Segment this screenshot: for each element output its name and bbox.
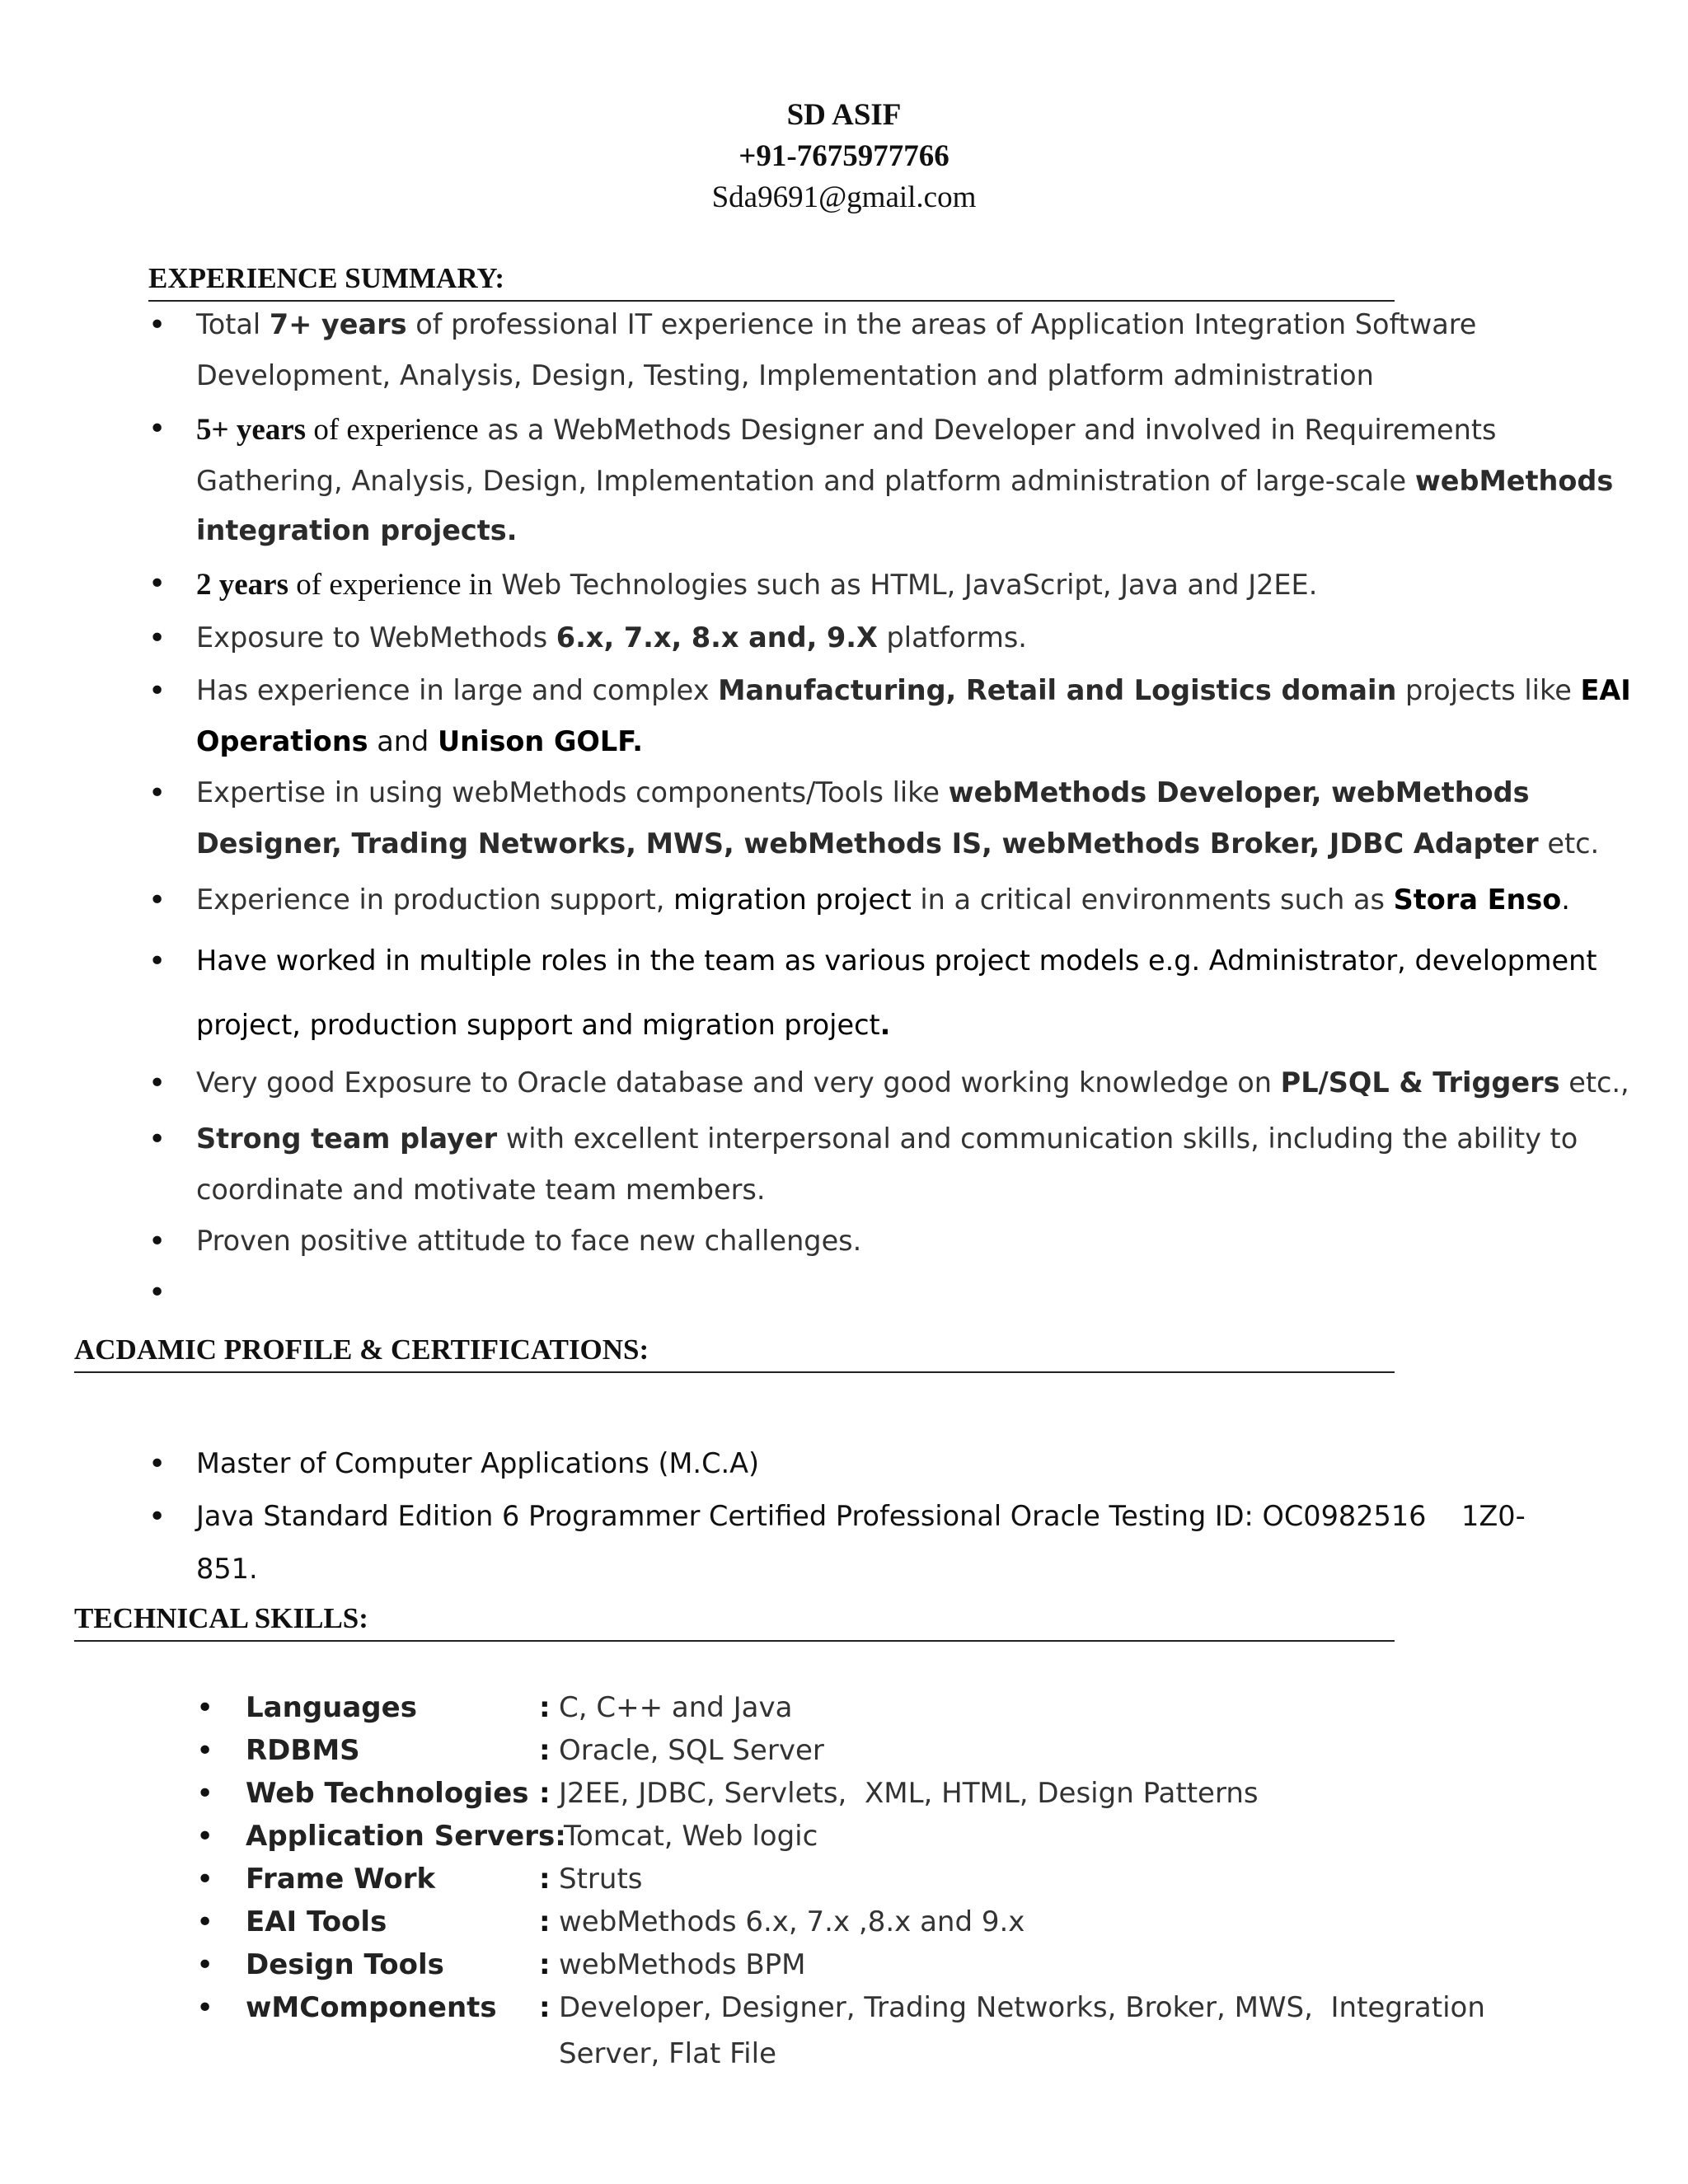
skill-label: EAI Tools: [246, 1905, 387, 1938]
list-item-continuation: Development, Analysis, Design, Testing, Implementation and platform administration: [196, 359, 1374, 391]
skill-value: J2EE, JDBC, Servlets, XML, HTML, Design Patterns: [559, 1777, 1259, 1810]
list-item: Proven positive attitude to face new challenges.: [196, 1225, 862, 1257]
bullet-icon: •: [196, 1691, 214, 1725]
bullet-icon: •: [148, 1447, 166, 1481]
list-item: Total 7+ years of professional IT experience in the areas of Application Integration Software: [196, 308, 1477, 340]
list-item-continuation: Operations and Unison GOLF.: [196, 725, 643, 757]
skill-colon: :: [539, 1991, 551, 2024]
candidate-phone: +91-7675977766: [738, 139, 950, 173]
section-divider: [148, 300, 1395, 302]
bullet-icon: •: [148, 1122, 166, 1156]
bullet-icon: •: [196, 1734, 214, 1768]
skill-colon: :: [539, 1734, 551, 1767]
skill-value-continuation: Server, Flat File: [559, 2037, 776, 2070]
skill-label: RDBMS: [246, 1734, 360, 1767]
candidate-name: SD ASIF: [786, 98, 902, 132]
section-divider: [74, 1640, 1395, 1642]
skill-value: webMethods 6.x, 7.x ,8.x and 9.x: [559, 1905, 1025, 1938]
bullet-icon: •: [148, 412, 166, 446]
bullet-icon: •: [148, 308, 166, 342]
list-item: Java Standard Edition 6 Programmer Certified Professional Oracle Testing ID: OC0982516 1Z0-: [196, 1500, 1526, 1532]
bullet-icon: •: [148, 1500, 166, 1534]
skill-value: Struts: [559, 1863, 643, 1896]
bullet-icon: •: [196, 1905, 214, 1939]
bullet-icon: •: [148, 567, 166, 601]
list-item-continuation: Gathering, Analysis, Design, Implementation and platform administration of large-scale webMethods: [196, 465, 1614, 497]
technical-skills-title: TECHNICAL SKILLS:: [74, 1602, 368, 1634]
bullet-icon: •: [148, 883, 166, 917]
bullet-icon: •: [148, 776, 166, 810]
list-item: Exposure to WebMethods 6.x, 7.x, 8.x and, 9.X platforms.: [196, 621, 1027, 654]
bullet-icon: •: [148, 944, 166, 978]
bullet-icon: •: [196, 1820, 214, 1854]
list-item: 5+ years of experience as a WebMethods Designer and Developer and involved in Requirements: [196, 413, 1497, 447]
bullet-icon: •: [148, 1066, 166, 1100]
list-item-continuation: 851.: [196, 1553, 258, 1585]
list-item: 2 years of experience in Web Technologies such as HTML, JavaScript, Java and J2EE.: [196, 568, 1318, 602]
list-item: Have worked in multiple roles in the team as various project models e.g. Administrator, development: [196, 944, 1597, 977]
bullet-icon: •: [196, 1863, 214, 1896]
list-item-continuation: project, production support and migration project.: [196, 1009, 891, 1041]
list-item-continuation: Designer, Trading Networks, MWS, webMethods IS, webMethods Broker, JDBC Adapter etc.: [196, 827, 1600, 860]
bullet-icon: •: [148, 674, 166, 708]
list-item: Master of Computer Applications (M.C.A): [196, 1447, 760, 1479]
skill-label: Web Technologies: [246, 1777, 529, 1810]
list-item-continuation: coordinate and motivate team members.: [196, 1174, 766, 1206]
list-item: Experience in production support, migration project in a critical environments such as Stora Enso.: [196, 883, 1570, 916]
skill-colon: :: [539, 1863, 551, 1896]
candidate-email: Sda9691@gmail.com: [711, 180, 977, 214]
skill-value: Oracle, SQL Server: [559, 1734, 824, 1767]
bullet-icon: •: [196, 1991, 214, 2025]
skill-value: C, C++ and Java: [559, 1691, 793, 1724]
academic-profile-title: ACDAMIC PROFILE & CERTIFICATIONS:: [74, 1333, 649, 1366]
skill-value: webMethods BPM: [559, 1948, 806, 1981]
skill-colon: :: [539, 1691, 551, 1724]
skill-colon: :: [539, 1905, 551, 1938]
list-item: Expertise in using webMethods components/Tools like webMethods Developer, webMethods: [196, 776, 1530, 808]
bullet-icon: •: [148, 1276, 166, 1310]
experience-summary-title: EXPERIENCE SUMMARY:: [148, 262, 505, 294]
list-item-continuation: integration projects.: [196, 514, 518, 546]
list-item: Strong team player with excellent interpersonal and communication skills, including the ability to: [196, 1122, 1578, 1155]
skill-label: Languages: [246, 1691, 417, 1724]
list-item: Has experience in large and complex Manufacturing, Retail and Logistics domain projects like EAI: [196, 674, 1631, 706]
skill-label: Application Servers:: [246, 1820, 566, 1853]
skill-colon: :: [539, 1777, 551, 1810]
skill-value: Developer, Designer, Trading Networks, Broker, MWS, Integration: [559, 1991, 1485, 2024]
bullet-icon: •: [148, 621, 166, 655]
section-divider: [74, 1371, 1395, 1373]
skill-colon: :: [539, 1948, 551, 1981]
skill-value: Tomcat, Web logic: [564, 1820, 818, 1853]
list-item: Very good Exposure to Oracle database and very good working knowledge on PL/SQL & Triggers etc.,: [196, 1066, 1629, 1099]
skill-label: Frame Work: [246, 1863, 436, 1896]
skill-label: Design Tools: [246, 1948, 444, 1981]
bullet-icon: •: [196, 1948, 214, 1982]
bullet-icon: •: [148, 1225, 166, 1258]
bullet-icon: •: [196, 1777, 214, 1811]
skill-label: wMComponents: [246, 1991, 497, 2024]
